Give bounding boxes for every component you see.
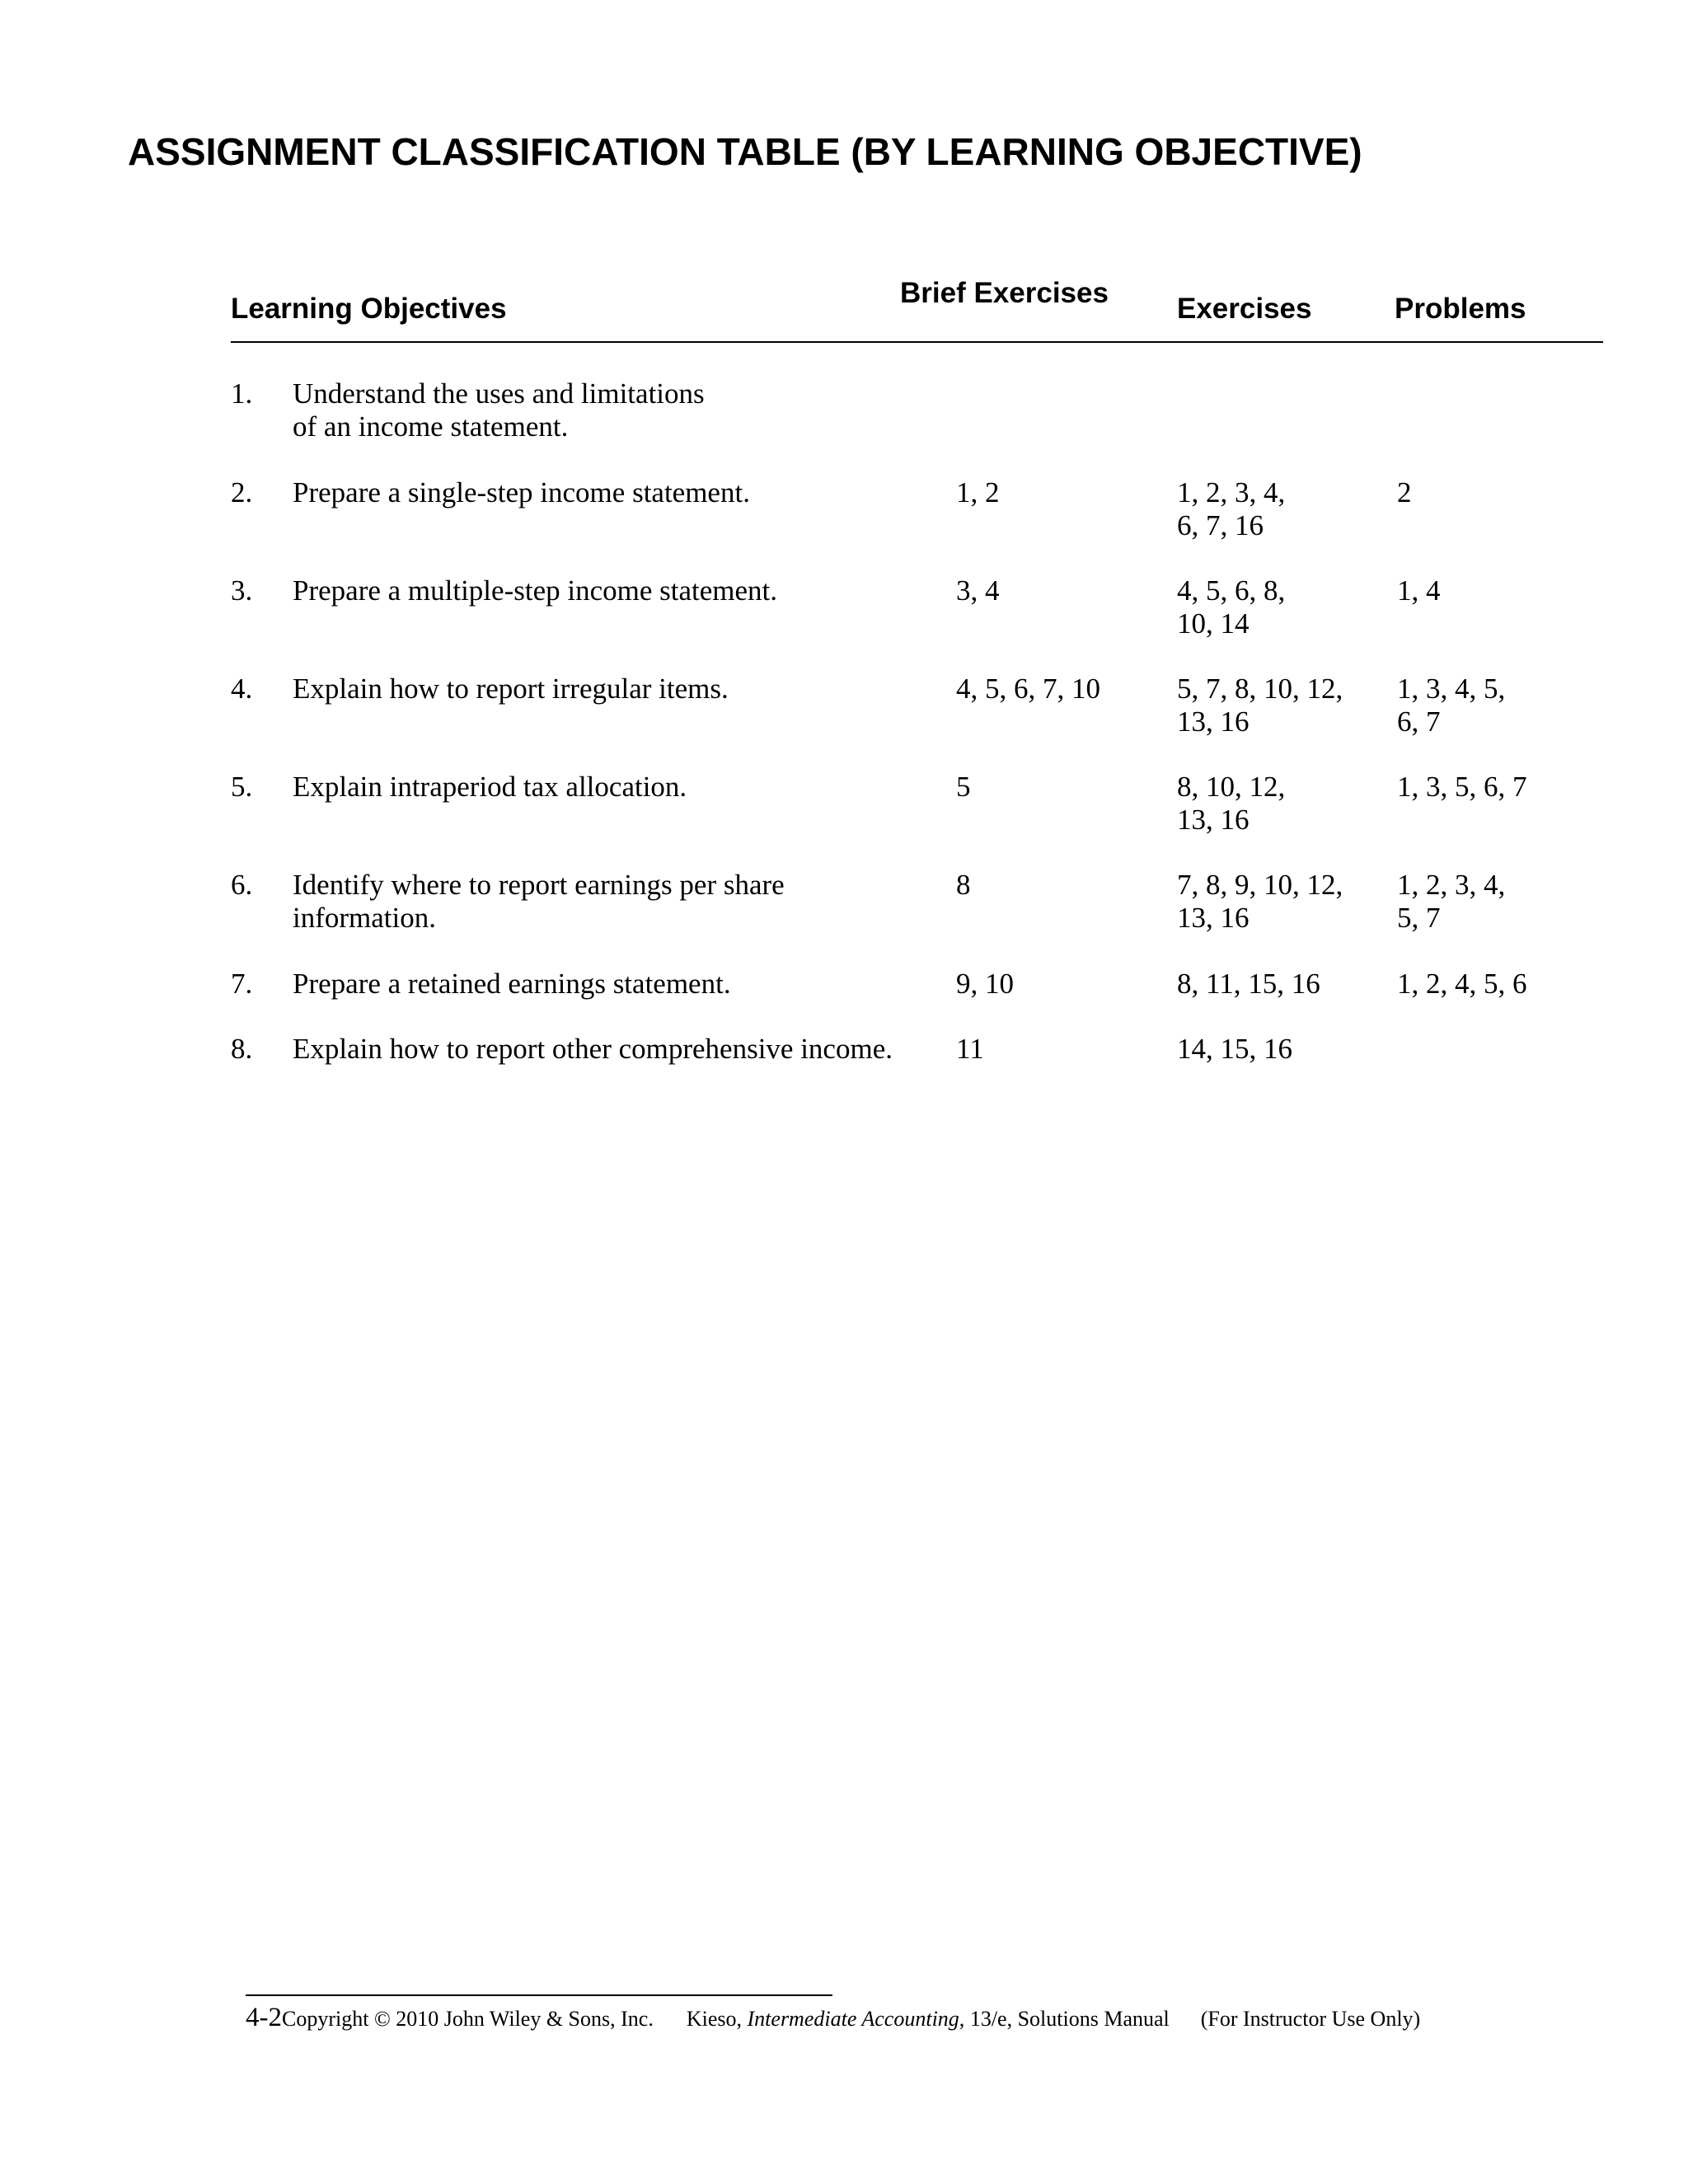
footer-divider [246,1994,832,1996]
footer-note: (For Instructor Use Only) [1200,2007,1421,2031]
objective-text: Prepare a retained earnings statement. [293,968,731,1000]
exercises-cell: 4, 5, 6, 8, 10, 14 [1177,574,1286,640]
header-divider [231,341,1603,343]
exercises-cell: 1, 2, 3, 4, 6, 7, 16 [1177,476,1286,541]
objective-text: Identify where to report earnings per share information. [293,869,785,934]
objective-text: Prepare a multiple-step income statement. [293,574,777,607]
page-number: 4-2 [246,2003,282,2032]
exercises-cell: 7, 8, 9, 10, 12, 13, 16 [1177,869,1343,934]
brief-exercises-cell: 5 [956,771,971,803]
exercises-cell: 5, 7, 8, 10, 12, 13, 16 [1177,673,1343,738]
objective-number: 2. [231,476,253,509]
objective-number: 5. [231,771,253,803]
objective-text: Prepare a single-step income statement. [293,476,750,509]
objective-text: Understand the uses and limitations of an income statement. [293,377,705,443]
footer-edition: 13/e, Solutions Manual [964,2007,1170,2031]
brief-exercises-cell: 3, 4 [956,574,1000,607]
footer-author: Kieso, [686,2007,748,2031]
column-header-learning-objectives: Learning Objectives [231,293,507,325]
objective-text: Explain how to report other comprehensive income. [293,1033,893,1065]
exercises-cell: 14, 15, 16 [1177,1033,1292,1065]
objective-text: Explain intraperiod tax allocation. [293,771,687,803]
problems-cell: 1, 2, 4, 5, 6 [1397,968,1527,1000]
problems-cell: 1, 3, 4, 5, 6, 7 [1397,673,1506,738]
objective-number: 1. [231,377,253,410]
footer-book-title: Intermediate Accounting, [747,2007,965,2031]
exercises-cell: 8, 11, 15, 16 [1177,968,1320,1000]
objective-number: 8. [231,1033,253,1065]
objective-number: 7. [231,968,253,1000]
objective-number: 6. [231,869,253,901]
brief-exercises-cell: 4, 5, 6, 7, 10 [956,673,1100,705]
problems-cell: 1, 2, 3, 4, 5, 7 [1397,869,1506,934]
brief-exercises-cell: 1, 2 [956,476,1000,509]
copyright-notice: Copyright © 2010 John Wiley & Sons, Inc. [282,2007,654,2031]
exercises-cell: 8, 10, 12, 13, 16 [1177,771,1286,836]
objective-text: Explain how to report irregular items. [293,673,729,705]
problems-cell: 2 [1397,476,1412,509]
problems-cell: 1, 4 [1397,574,1441,607]
objective-number: 4. [231,673,253,705]
objective-number: 3. [231,574,253,607]
column-header-problems: Problems [1395,293,1526,325]
column-header-brief-exercises: Brief Exercises [900,277,1109,309]
brief-exercises-cell: 9, 10 [956,968,1014,1000]
brief-exercises-cell: 8 [956,869,971,901]
column-header-exercises: Exercises [1177,293,1312,325]
page-title: ASSIGNMENT CLASSIFICATION TABLE (BY LEARNING OBJECTIVE) [128,130,1362,173]
problems-cell: 1, 3, 5, 6, 7 [1397,771,1527,803]
brief-exercises-cell: 11 [956,1033,984,1065]
page-footer [246,2003,1420,2033]
